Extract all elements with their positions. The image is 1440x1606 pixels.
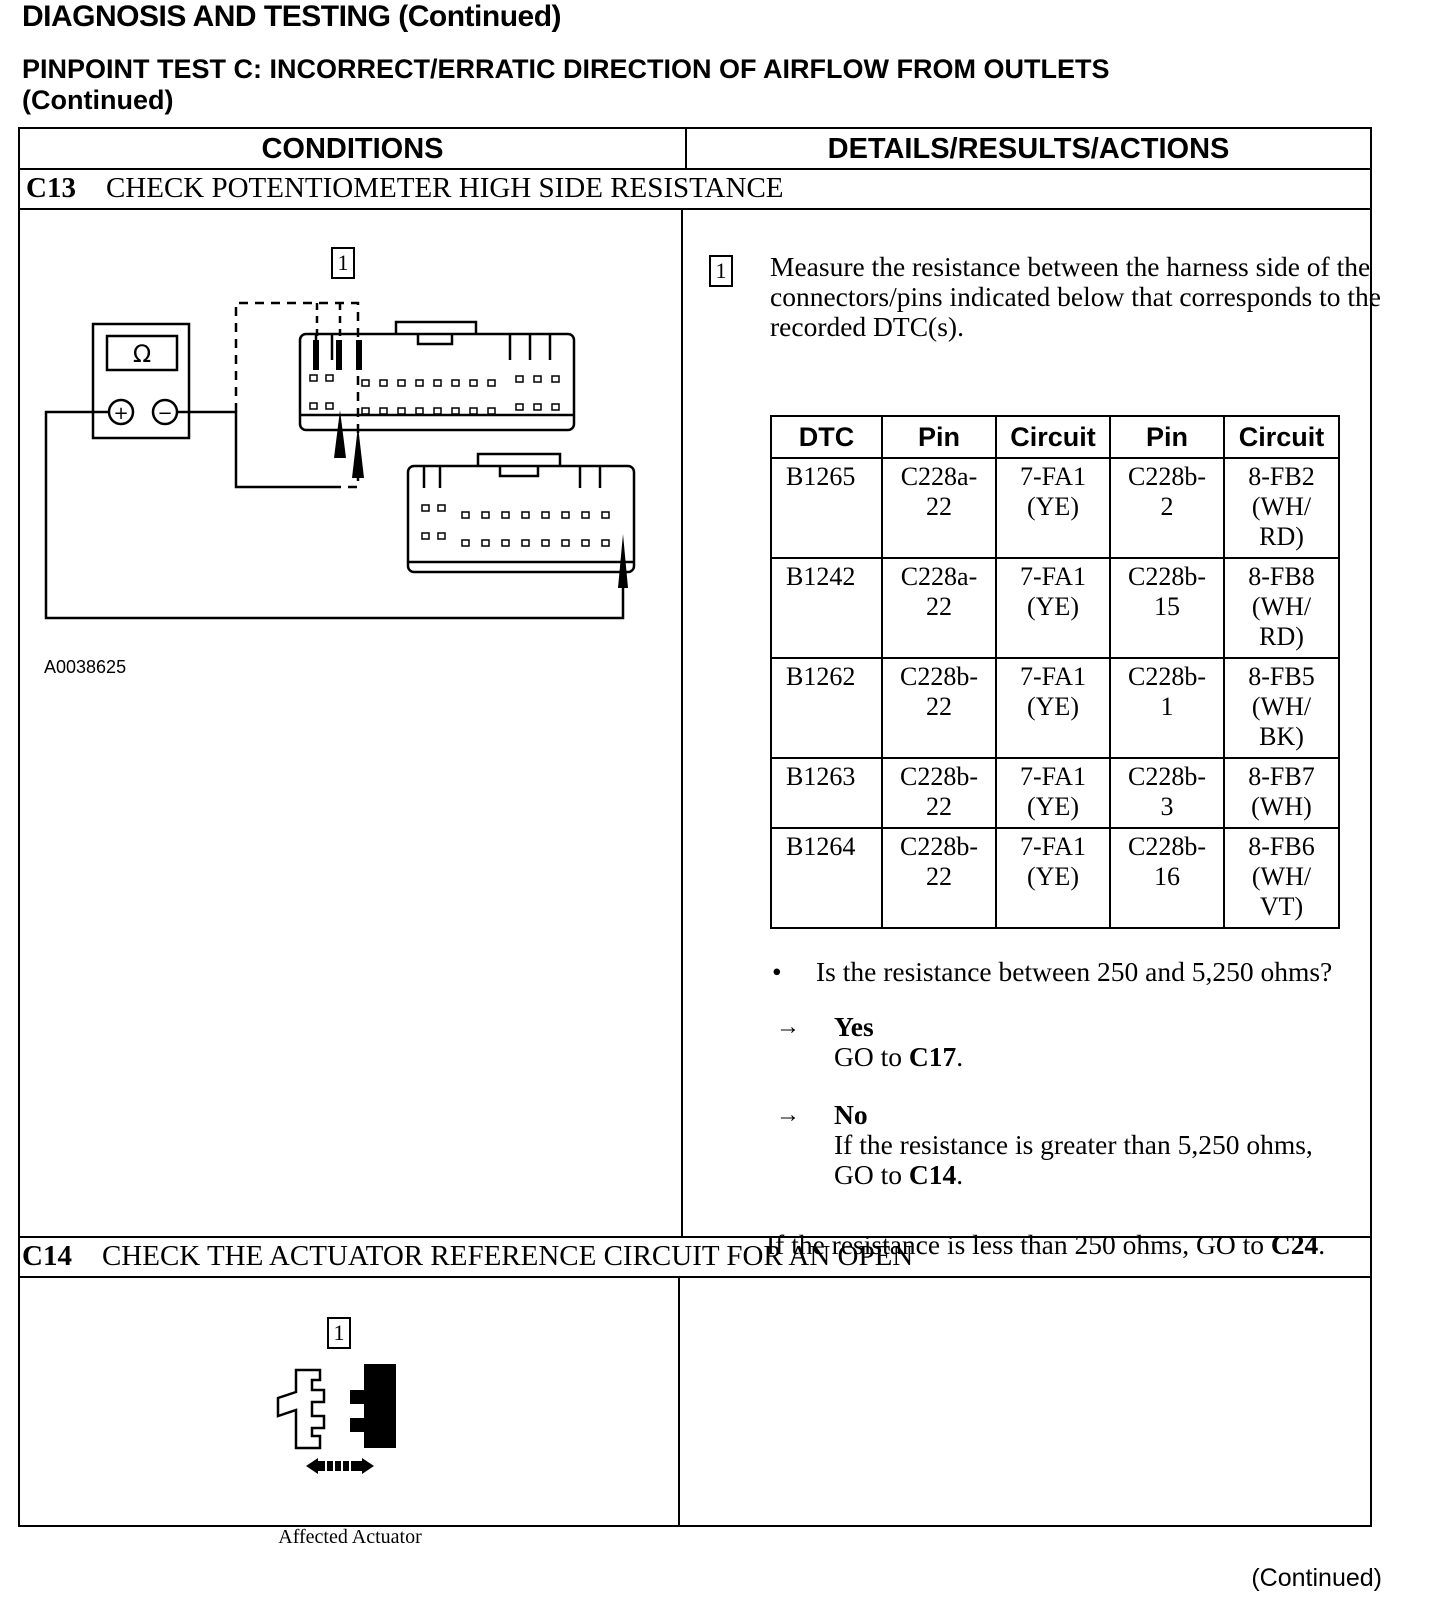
c13-column-divider bbox=[681, 208, 683, 1238]
table-cell-pin1: C228b- 22 bbox=[882, 828, 996, 928]
table-cell-dtc: B1264 bbox=[771, 828, 882, 928]
table-row bbox=[771, 758, 1339, 828]
table-header-pin-1: Pin bbox=[882, 416, 996, 458]
positive-lead bbox=[46, 412, 623, 618]
table-cell-circuit1: 7-FA1 (YE) bbox=[996, 828, 1110, 928]
probe-3 bbox=[356, 340, 362, 370]
probe-1 bbox=[313, 340, 319, 370]
table-cell-circuit2: 8-FB5 (WH/ BK) bbox=[1224, 658, 1339, 758]
table-cell-pin2: C228b- 2 bbox=[1110, 458, 1224, 558]
header-row-divider bbox=[18, 168, 1372, 170]
c13-question-text: Is the resistance between 250 and 5,250 ohms? bbox=[816, 956, 1333, 987]
c14-figure-caption: Affected Actuator bbox=[278, 1526, 422, 1548]
table-cell-circuit2: 8-FB2 (WH/ RD) bbox=[1224, 458, 1339, 558]
c14-step-id: C14 bbox=[22, 1240, 72, 1272]
table-cell-circuit2: 8-FB7 (WH) bbox=[1224, 758, 1339, 828]
table-cell-circuit2: 8-FB6 (WH/ VT) bbox=[1224, 828, 1339, 928]
test-title-line1: PINPOINT TEST C: INCORRECT/ERRATIC DIRECTION OF AIRFLOW FROM OUTLETS bbox=[22, 54, 1110, 84]
table-cell-dtc: B1263 bbox=[771, 758, 882, 828]
table-cell-circuit2: 8-FB8 (WH/ RD) bbox=[1224, 558, 1339, 658]
probe-4 bbox=[334, 410, 346, 458]
c13-instruction: Measure the resistance between the harness side of the connectors/pins indicated below that corresponds to the recorded DTC(s). bbox=[770, 251, 1381, 342]
table-row bbox=[771, 828, 1339, 928]
c14-step-title: CHECK THE ACTUATOR REFERENCE CIRCUIT FOR AN OPEN bbox=[101, 1240, 914, 1272]
c13-title-divider bbox=[18, 208, 1372, 210]
c13-connector-diagram bbox=[40, 290, 650, 640]
c13-step-title: CHECK POTENTIOMETER HIGH SIDE RESISTANCE bbox=[105, 172, 784, 204]
ohm-symbol: Ω bbox=[132, 340, 152, 368]
dtc-resistance-table bbox=[770, 415, 1340, 929]
svg-text:+: + bbox=[113, 403, 129, 424]
page-title: DIAGNOSIS AND TESTING (Continued) bbox=[22, 0, 562, 33]
table-cell-circuit1: 7-FA1 (YE) bbox=[996, 658, 1110, 758]
yes-label: Yes bbox=[834, 1011, 874, 1042]
conditions-header: CONDITIONS bbox=[261, 133, 444, 165]
table-cell-circuit1: 7-FA1 (YE) bbox=[996, 458, 1110, 558]
arrow-right-icon: → bbox=[776, 1014, 800, 1040]
negative-lead bbox=[177, 412, 336, 487]
continued-footer: (Continued) bbox=[1251, 1564, 1382, 1592]
c13-figure-callout: 1 bbox=[331, 247, 355, 279]
bullet-icon: • bbox=[772, 956, 782, 987]
table-cell-pin1: C228a- 22 bbox=[882, 558, 996, 658]
table-cell-dtc: B1262 bbox=[771, 658, 882, 758]
svg-text:−: − bbox=[157, 403, 173, 424]
c13-title-row bbox=[26, 172, 784, 205]
c14-title-divider bbox=[18, 1276, 1372, 1278]
table-header-circuit-1: Circuit bbox=[996, 416, 1110, 458]
table-row bbox=[771, 458, 1339, 558]
c14-title-row bbox=[22, 1240, 913, 1273]
c13-instruction-callout: 1 bbox=[709, 255, 733, 287]
goto-c24-link[interactable]: C24 bbox=[1270, 1229, 1319, 1260]
goto-c14-link[interactable]: C14 bbox=[908, 1159, 957, 1190]
probe-5 bbox=[352, 426, 364, 478]
table-header-row bbox=[771, 416, 1339, 458]
actuator-connector-icon bbox=[270, 1360, 410, 1490]
table-cell-circuit1: 7-FA1 (YE) bbox=[996, 558, 1110, 658]
table-row bbox=[771, 658, 1339, 758]
table-cell-dtc: B1265 bbox=[771, 458, 882, 558]
test-title bbox=[22, 54, 1322, 116]
c14-figure-callout: 1 bbox=[327, 1317, 351, 1349]
table-cell-pin2: C228b- 16 bbox=[1110, 828, 1224, 928]
arrow-right-icon: → bbox=[776, 1102, 800, 1128]
table-cell-pin1: C228a- 22 bbox=[882, 458, 996, 558]
probe-2 bbox=[336, 340, 342, 370]
no-label: No bbox=[834, 1099, 868, 1130]
table-cell-pin2: C228b- 15 bbox=[1110, 558, 1224, 658]
table-cell-circuit1: 7-FA1 (YE) bbox=[996, 758, 1110, 828]
c13-figure-id: A0038625 bbox=[44, 657, 127, 677]
table-cell-dtc: B1242 bbox=[771, 558, 882, 658]
c14-column-divider bbox=[678, 1276, 680, 1527]
table-cell-pin2: C228b- 1 bbox=[1110, 658, 1224, 758]
table-header-dtc: DTC bbox=[771, 416, 882, 458]
table-header-pin-2: Pin bbox=[1110, 416, 1224, 458]
table-cell-pin1: C228b- 22 bbox=[882, 758, 996, 828]
table-cell-pin2: C228b- 3 bbox=[1110, 758, 1224, 828]
table-cell-pin1: C228b- 22 bbox=[882, 658, 996, 758]
goto-c17-link[interactable]: C17 bbox=[908, 1041, 957, 1072]
table-row bbox=[771, 558, 1339, 658]
c13-final-action: If the resistance is less than 250 ohms, GO to C24. bbox=[766, 1229, 1326, 1260]
table-header-circuit-2: Circuit bbox=[1224, 416, 1339, 458]
test-title-line2: (Continued) bbox=[22, 85, 174, 115]
details-header: DETAILS/RESULTS/ACTIONS bbox=[827, 133, 1230, 165]
c13-step-id: C13 bbox=[26, 172, 76, 204]
